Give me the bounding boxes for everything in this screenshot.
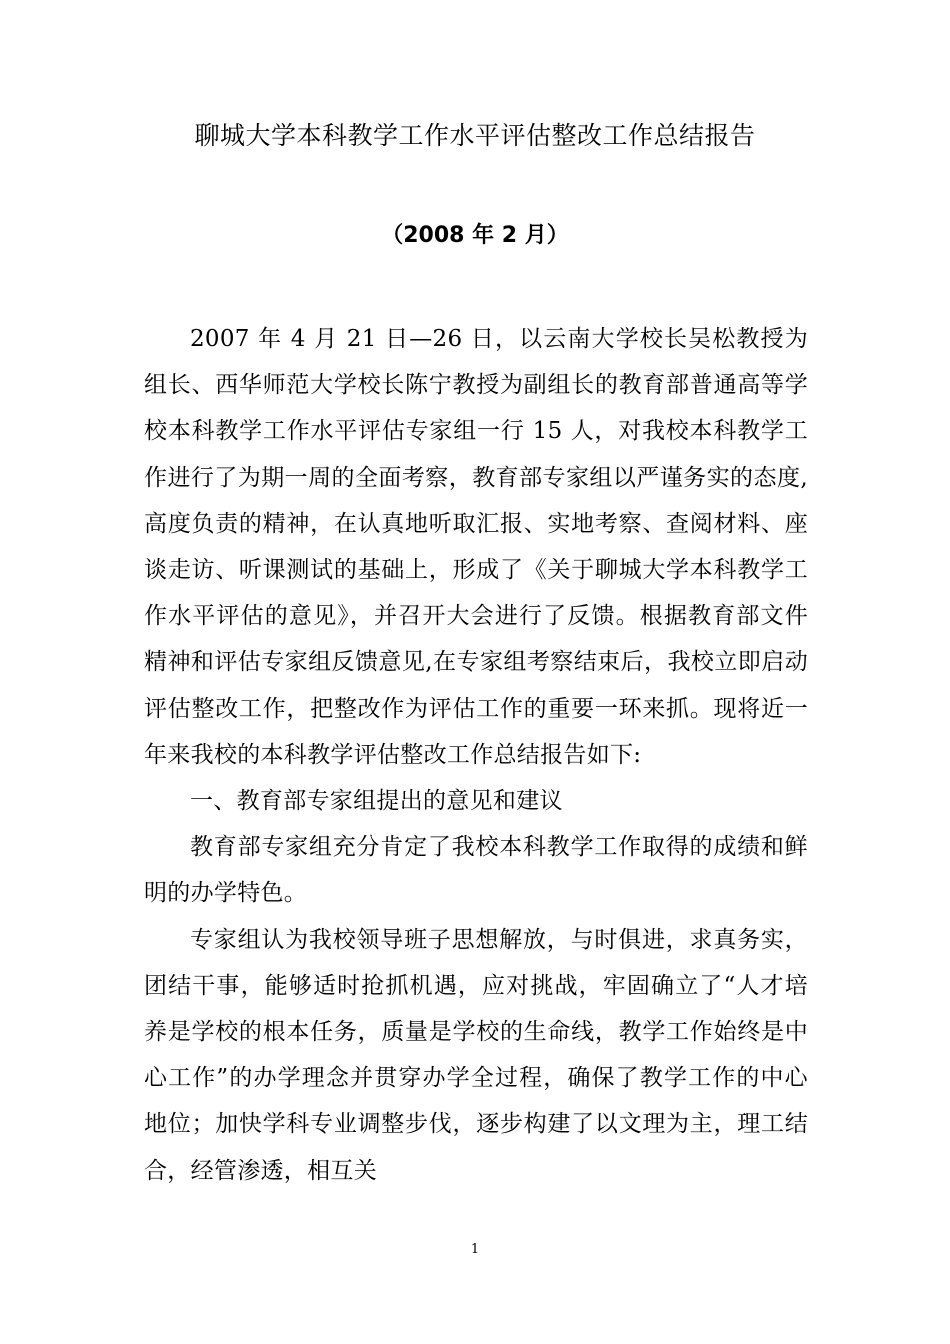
- document-body: [144, 316, 808, 1194]
- document-title: 聊城大学本科教学工作水平评估整改工作总结报告: [194, 121, 756, 150]
- paragraph-affirmation: 教育部专家组充分肯定了我校本科教学工作取得的成绩和鲜明的办学特色。: [144, 834, 808, 907]
- section-heading-1: 一、教育部专家组提出的意见和建议: [190, 788, 563, 815]
- document-date: （2008 年 2 月）: [381, 223, 569, 248]
- paragraph-expert-opinion: 专家组认为我校领导班子思想解放，与时俱进，求真务实，团结干事，能够适时抢抓机遇，应对挑战，牢固确立了“人才培养是学校的根本任务，质量是学校的生命线，教学工作始终是中心工作”的办学理念并贯穿办学全过程，确保了教学工作的中心地位；加快学科专业调整步伐，逐步构建了以文理为主，理工结合，经管渗透，相互关: [144, 926, 808, 1184]
- paragraph-intro: 2007 年 4 月 21 日—26 日，以云南大学校长吴松教授为组长、西华师范大学校长陈宁教授为副组长的教育部普通高等学校本科教学工作水平评估专家组一行 15 人，对我校本科教学工作进行了为期一周的全面考察，教育部专家组以严谨务实的态度,高度负责的精神，在认真地听取汇报、实地考察、查阅材料、座谈走访、听课测试的基础上，形成了《关于聊城大学本科教学工作水平评估的意见》，并召开大会进行了反馈。根据教育部文件精神和评估专家组反馈意见,在专家组考察结束后，我校立即启动评估整改工作，把整改作为评估工作的重要一环来抓。现将近一年来我校的本科教学评估整改工作总结报告如下:: [144, 326, 808, 768]
- page-number: 1: [470, 1242, 480, 1257]
